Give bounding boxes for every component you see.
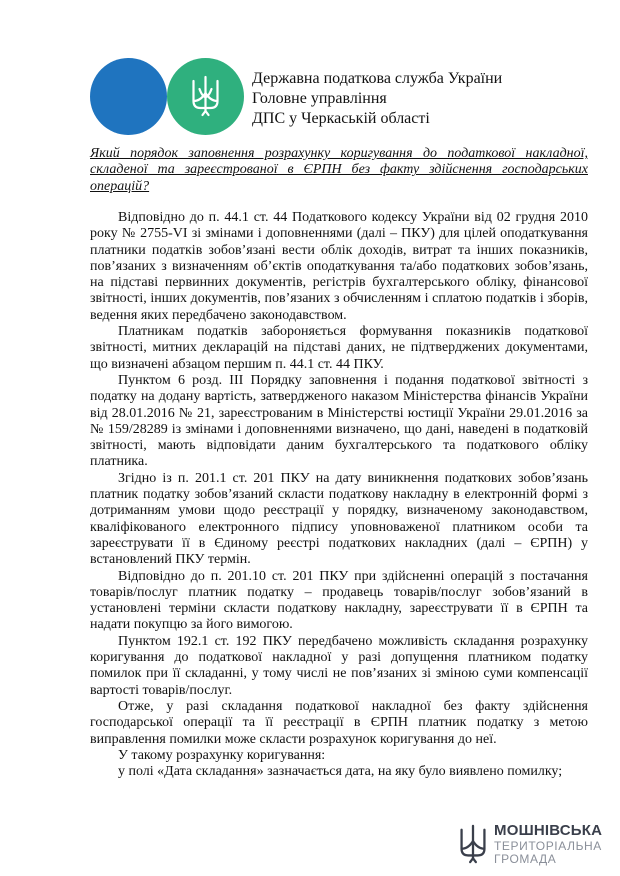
body-paragraph: Пунктом 6 розд. III Порядку заповнення і подання податкової звітності з податку на додану вартість, затвердженого наказом Міністерства фінансів України від 28.01.2016 № 21, зареєстрованим в Міністерстві юстиції України 29.01.2016 за № 159/28289 із змінами і доповненнями визначено, що дані, наведені в податковій звітності, мають відповідати даним бухгалтерського та податкового обліку платника.	[90, 372, 588, 470]
org-line-3: ДПС у Черкаській області	[252, 110, 430, 127]
body-paragraph: Пунктом 192.1 ст. 192 ПКУ передбачено можливість складання розрахунку коригування до податкової накладної у разі допущення платником податку помилок при її складанні, у тому числі не пов’язаних зі зміною суми компенсації вартості товарів/послуг.	[90, 633, 588, 698]
logo-green-circle	[167, 58, 244, 135]
body-paragraph: У такому розрахунку коригування:	[118, 747, 326, 763]
body-paragraph: Відповідно до п. 44.1 ст. 44 Податкового кодексу України від 02 грудня 2010 року № 2755-VI зі змінами і доповненнями (далі – ПКУ) для цілей оподаткування платники податків зобов’язані вести облік доходів, витрат та інших показників, пов’язаних з визначенням об’єктів оподаткування та/або податкових зобов’язань, на підставі первинних документів, регістрів бухгалтерського обліку, фінансової звітності, інших документів, пов’язаних з обчисленням і сплатою податків і зборів, ведення яких передбачено законодавством.	[90, 210, 588, 323]
org-line-2: Головне управління	[252, 90, 387, 107]
question-title: Який порядок заповнення розрахунку коригування до податкової накладної, складеної та зареєстрованої в ЄРПН без факту здійснення господарських операцій?	[90, 146, 588, 194]
document-body	[90, 210, 588, 780]
community-logo	[458, 822, 608, 868]
document-header	[90, 55, 550, 140]
body-paragraph: Згідно із п. 201.1 ст. 201 ПКУ на дату виникнення податкових зобов’язань платник податку зобов’язаний скласти податкову накладну в електронній формі з дотриманням умови щодо реєстрації у порядку, визначеному законодавством, кваліфікованого електронного підпису уповноваженої платником особи та зареєструвати її в Єдиному реєстрі податкових накладних (далі – ЄРПН) у встановлений ПКУ термін.	[90, 470, 588, 568]
org-line-1: Державна податкова служба України	[252, 70, 503, 87]
community-name-line-3: ГРОМАДА	[494, 852, 557, 866]
trident-icon	[458, 824, 488, 864]
body-paragraph: Отже, у разі складання податкової накладної без факту здійснення господарської операції та її реєстрації в ЄРПН платник податку з метою виправлення помилки може скласти розрахунок коригування до неї.	[90, 698, 588, 747]
body-paragraph: Відповідно до п. 201.10 ст. 201 ПКУ при здійсненні операцій з постачання товарів/послуг платник податку – продавець товарів/послуг зобов’язаний в установлені терміни скласти податкову накладну, зареєструвати її в ЄРПН та надати покупцю за його вимогою.	[90, 568, 588, 633]
community-name-line-1: МОШНІВСЬКА	[494, 822, 603, 839]
community-name-line-2: ТЕРИТОРІАЛЬНА	[494, 839, 602, 853]
body-paragraph: у полі «Дата складання» зазначається дата, на яку було виявлено помилку;	[118, 764, 563, 780]
trident-icon	[190, 75, 221, 117]
body-paragraph: Платникам податків забороняється формування показників податкової звітності, митних декларацій на підставі даних, не підтверджених документами, що визначені абзацом першим п. 44.1 ст. 44 ПКУ.	[90, 324, 588, 372]
logo-blue-circle	[90, 58, 167, 135]
organization-name	[252, 69, 502, 129]
